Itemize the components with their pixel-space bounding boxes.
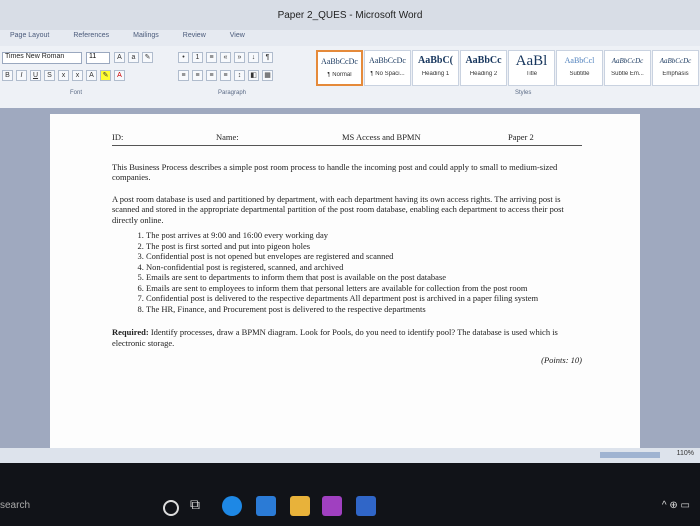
task-view-icon[interactable]: ⧉ — [190, 496, 200, 512]
clear-format-icon[interactable]: ✎ — [142, 52, 153, 63]
list-item: 3. Confidential post is not opened but envelopes are registered and scanned — [146, 251, 582, 262]
highlight-icon[interactable]: ✎ — [100, 70, 111, 81]
style-normal[interactable]: AaBbCcDc ¶ Normal — [316, 50, 363, 86]
taskbar — [0, 463, 700, 526]
name-label: Name: — [216, 132, 239, 142]
align-center-icon[interactable]: ≡ — [192, 70, 203, 81]
borders-icon[interactable]: ▦ — [262, 70, 273, 81]
paragraph-buttons-bottom — [178, 70, 273, 81]
document-content — [112, 132, 582, 366]
multilevel-icon[interactable]: ≡ — [206, 52, 217, 63]
list-item: 7. Confidential post is delivered to the respective departments All department post is archived in a paper filing system — [146, 293, 582, 304]
paragraph-buttons-top — [178, 52, 273, 63]
font-name-box[interactable]: Times New Roman — [2, 52, 82, 64]
increase-indent-icon[interactable]: » — [234, 52, 245, 63]
id-label: ID: — [112, 132, 124, 142]
style-subtitle[interactable]: AaBbCcl Subtitle — [556, 50, 603, 86]
subject-title: MS Access and BPMN — [342, 132, 421, 142]
sort-icon[interactable]: ↓ — [248, 52, 259, 63]
font-group-label: Font — [70, 90, 83, 96]
style-no-spacing[interactable]: AaBbCcDc ¶ No Spaci... — [364, 50, 411, 86]
italic-icon[interactable]: I — [16, 70, 27, 81]
decrease-indent-icon[interactable]: « — [220, 52, 231, 63]
list-item: 8. The HR, Finance, and Procurement post is delivered to the respective departments — [146, 304, 582, 315]
window-title: Paper 2_QUES - Microsoft Word — [277, 9, 423, 21]
shading-icon[interactable]: ◧ — [248, 70, 259, 81]
change-case-icon[interactable]: A — [86, 70, 97, 81]
tab-references[interactable]: References — [73, 32, 110, 39]
bullets-icon[interactable]: • — [178, 52, 189, 63]
app-icon[interactable] — [356, 496, 376, 516]
tab-review[interactable]: Review — [182, 32, 206, 39]
cortana-icon[interactable] — [163, 500, 179, 516]
chrome-icon[interactable] — [222, 496, 242, 516]
title-bar — [0, 0, 700, 30]
font-color-icon[interactable]: A — [114, 70, 125, 81]
tab-mailings[interactable]: Mailings — [133, 32, 159, 39]
align-right-icon[interactable]: ≡ — [206, 70, 217, 81]
style-subtle-emphasis[interactable]: AaBbCcDc Subtle Em... — [604, 50, 651, 86]
zoom-slider[interactable] — [600, 452, 660, 458]
zoom-level[interactable]: 110% — [676, 450, 694, 457]
font-size-box[interactable]: 11 — [86, 52, 110, 64]
ribbon — [0, 46, 700, 109]
word-icon[interactable] — [256, 496, 276, 516]
shrink-font-icon[interactable]: a — [128, 52, 139, 63]
required-paragraph — [112, 327, 582, 348]
list-item: 2. The post is first sorted and put into pigeon holes — [146, 241, 582, 252]
required-label: Required: — [112, 327, 149, 337]
database-paragraph: A post room database is used and partitioned by department, with each department having its own access rights. The arriving post is scanned and stored in the appropriate departmental partition of the post room database, enabling each department to access their post directly online. — [112, 193, 564, 225]
line-spacing-icon[interactable]: ↕ — [234, 70, 245, 81]
taskbar-search[interactable]: search — [0, 500, 31, 511]
style-heading-2[interactable]: AaBbCc Heading 2 — [460, 50, 507, 86]
status-bar — [0, 448, 700, 463]
bold-icon[interactable]: B — [2, 70, 13, 81]
required-text: Identify processes, draw a BPMN diagram. Look for Pools, do you need to identify pool? The database is used which is electronic storage. — [112, 327, 558, 348]
style-heading-1[interactable]: AaBbC( Heading 1 — [412, 50, 459, 86]
list-item: 6. Emails are sent to employees to inform them that personal letters are available for collection from the post room — [146, 283, 582, 294]
doc-header — [112, 132, 582, 146]
list-item: 1. The post arrives at 9:00 and 16:00 every working day — [146, 230, 582, 241]
font-format-buttons — [2, 70, 125, 81]
justify-icon[interactable]: ≡ — [220, 70, 231, 81]
font-size-buttons — [114, 52, 153, 63]
intro-paragraph: This Business Process describes a simple post room process to handle the incoming post and could apply to small to medium-sized companies. — [112, 161, 558, 182]
tab-page-layout[interactable]: Page Layout — [10, 32, 50, 39]
style-title[interactable]: AaBl Title — [508, 50, 555, 86]
paragraph-group-label: Paragraph — [218, 90, 247, 96]
strikethrough-icon[interactable]: S — [44, 70, 55, 81]
tray-icons[interactable]: ^ ⊕ ▭ — [661, 500, 690, 511]
list-item: 4. Non-confidential post is registered, scanned, and archived — [146, 262, 582, 273]
document-page[interactable] — [50, 114, 640, 448]
align-left-icon[interactable]: ≡ — [178, 70, 189, 81]
superscript-icon[interactable]: x — [72, 70, 83, 81]
ribbon-tabs — [0, 30, 700, 46]
numbering-icon[interactable]: 1 — [192, 52, 203, 63]
grow-font-icon[interactable]: A — [114, 52, 125, 63]
underline-icon[interactable]: U — [30, 70, 41, 81]
style-emphasis[interactable]: AaBbCcDc Emphasis — [652, 50, 699, 86]
show-marks-icon[interactable]: ¶ — [262, 52, 273, 63]
list-item: 5. Emails are sent to departments to inform them that post is available on the post database — [146, 272, 582, 283]
photos-icon[interactable] — [322, 496, 342, 516]
steps-list — [112, 230, 582, 314]
document-area — [0, 108, 700, 448]
tab-view[interactable]: View — [229, 32, 245, 39]
subscript-icon[interactable]: x — [58, 70, 69, 81]
styles-group-label: Styles — [515, 90, 532, 96]
folder-icon[interactable] — [290, 496, 310, 516]
paper-label: Paper 2 — [508, 132, 534, 142]
points-label: (Points: 10) — [541, 355, 582, 365]
styles-gallery — [316, 50, 700, 86]
